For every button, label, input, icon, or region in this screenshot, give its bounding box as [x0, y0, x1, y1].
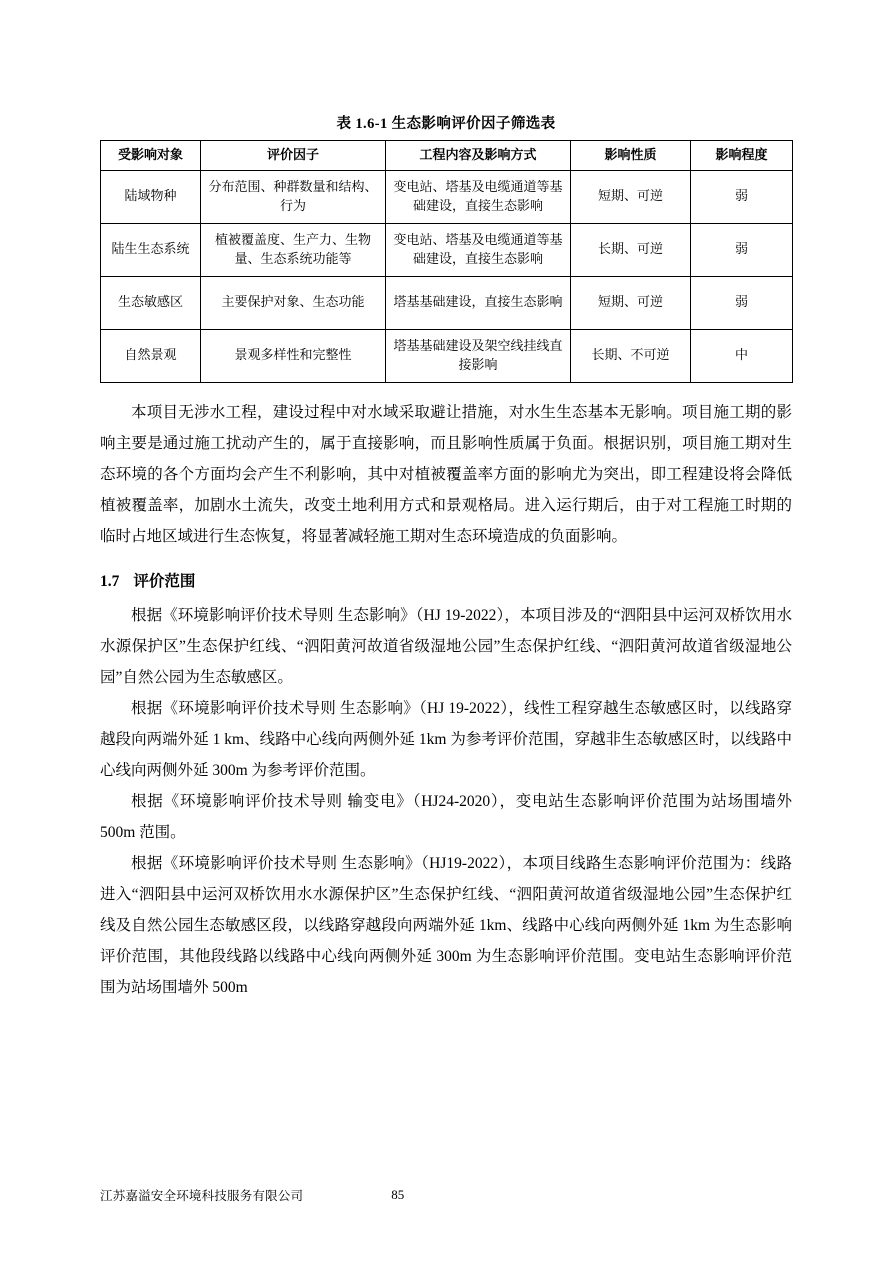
footer-company: 江苏嘉溢安全环境科技服务有限公司 [100, 1189, 304, 1203]
cell-factor: 分布范围、种群数量和结构、行为 [201, 170, 386, 223]
table-header-cell: 工程内容及影响方式 [386, 141, 571, 171]
page-footer [100, 1186, 792, 1204]
table-header-row [101, 141, 793, 171]
paragraph-sensitive-areas: 根据《环境影响评价技术导则 生态影响》（HJ 19-2022），本项目涉及的“泗阳县中运河双桥饮用水水源保护区”生态保护红线、“泗阳黄河故道省级湿地公园”生态保护红线、“泗阳黄河故道省级湿地公园”自然公园为生态敏感区。 [100, 606, 792, 686]
eco-impact-factor-table [100, 140, 793, 383]
cell-factor: 植被覆盖度、生产力、生物量、生态系统功能等 [201, 223, 386, 276]
table-row [101, 329, 793, 382]
paragraph-linear-scope: 根据《环境影响评价技术导则 生态影响》（HJ 19-2022），线性工程穿越生态敏感区时，以线路穿越段向两端外延 1 km、线路中心线向两侧外延 1km 为参考评价范围，穿越非生态敏感区时，以线路中心线向两侧外延 300m 为参考评价范围。 [100, 699, 792, 779]
paragraph-impact-summary: 本项目无涉水工程，建设过程中对水域采取避让措施，对水生生态基本无影响。项目施工期的影响主要是通过施工扰动产生的，属于直接影响，而且影响性质属于负面。根据识别，项目施工期对生态环境的各个方面均会产生不利影响，其中对植被覆盖率方面的影响尤为突出，即工程建设将会降低植被覆盖率，加剧水土流失，改变土地利用方式和景观格局。进入运行期后，由于对工程施工时期的临时占地区域进行生态恢复，将显著减轻施工期对生态环境造成的负面影响。 [100, 403, 792, 545]
section-number: 1.7 [100, 572, 120, 590]
cell-object: 自然景观 [101, 329, 201, 382]
section-title: 评价范围 [133, 572, 196, 590]
cell-nature: 长期、可逆 [571, 223, 691, 276]
cell-object: 生态敏感区 [101, 276, 201, 329]
table-header-cell: 影响性质 [571, 141, 691, 171]
cell-factor: 主要保护对象、生态功能 [201, 276, 386, 329]
table-caption: 表 1.6-1 生态影响评价因子筛选表 [336, 116, 556, 132]
paragraph-substation-scope: 根据《环境影响评价技术导则 输变电》（HJ24-2020），变电站生态影响评价范围为站场围墙外 500m 范围。 [100, 792, 792, 841]
table-header-cell: 评价因子 [201, 141, 386, 171]
cell-degree: 弱 [691, 276, 793, 329]
cell-degree: 弱 [691, 170, 793, 223]
paragraph-line-scope: 根据《环境影响评价技术导则 生态影响》（HJ19-2022），本项目线路生态影响评价范围为：线路进入“泗阳县中运河双桥饮用水水源保护区”生态保护红线、“泗阳黄河故道省级湿地公园”生态保护红线及自然公园生态敏感区段，以线路穿越段向两端外延 1km、线路中心线向两侧外延 1km 为生态影响评价范围，其他段线路以线路中心线向两侧外延 300m 为生态影响评价范围。变电站生态影响评价范围为站场围墙外 500m [100, 854, 792, 996]
section-heading-evaluation-scope [100, 568, 792, 596]
cell-nature: 短期、可逆 [571, 276, 691, 329]
table-row [101, 170, 793, 223]
table-row [101, 276, 793, 329]
cell-content: 塔基基础建设，直接生态影响 [386, 276, 571, 329]
cell-nature: 长期、不可逆 [571, 329, 691, 382]
cell-nature: 短期、可逆 [571, 170, 691, 223]
cell-degree: 弱 [691, 223, 793, 276]
cell-content: 变电站、塔基及电缆通道等基础建设，直接生态影响 [386, 170, 571, 223]
cell-content: 变电站、塔基及电缆通道等基础建设，直接生态影响 [386, 223, 571, 276]
table-header-cell: 影响程度 [691, 141, 793, 171]
cell-degree: 中 [691, 329, 793, 382]
cell-factor: 景观多样性和完整性 [201, 329, 386, 382]
cell-content: 塔基基础建设及架空线挂线直接影响 [386, 329, 571, 382]
table-header-cell: 受影响对象 [101, 141, 201, 171]
cell-object: 陆生生态系统 [101, 223, 201, 276]
cell-object: 陆域物种 [101, 170, 201, 223]
table-row [101, 223, 793, 276]
footer-page-number: 85 [391, 1187, 405, 1202]
